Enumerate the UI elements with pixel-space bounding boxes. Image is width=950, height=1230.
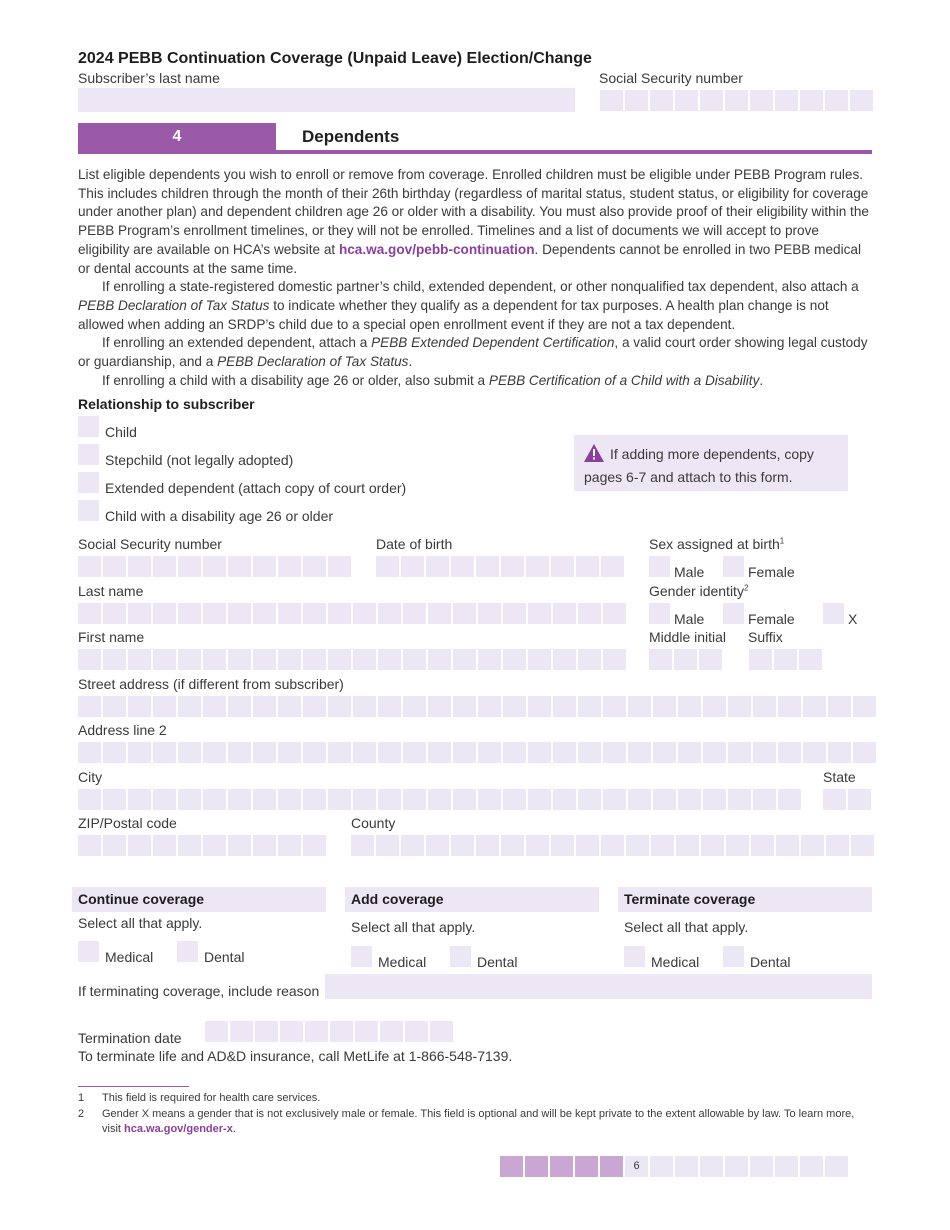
footnote-1-text: This field is required for health care services. [102,1092,321,1104]
intro-paragraph-3: If enrolling an extended dependent, attach a PEBB Extended Dependent Certification, a valid court order showing legal custody or guardianship, and a PEBB Declaration of Tax Status. [78,335,868,370]
dependent-ssn-label: Social Security number [78,536,222,552]
county-input[interactable] [351,835,874,856]
continue-dental-label: Dental [204,949,245,965]
sex-label: Sex assigned at birth$^1$ [649,536,785,552]
terminate-dental-label: Dental [750,954,791,970]
subscriber-ssn-label: Social Security number [599,70,743,86]
intro-paragraph-1: List eligible dependents you wish to enroll or remove from coverage. Enrolled children must be eligible under PEBB Program rules. This includes children through the month of their 26th birthday (regardless of marital status, student status, or eligibility for coverage under another plan) and dependent children age 26 or older with a disability. You must also provide proof of their eligibility within the PEBB Program’s enrollment timelines, or they will not be enrolled. Timelines and a list of documents we will accept to prove eligibility are available on HCA’s website at hca.wa.gov/pebb-continuation. Dependents cannot be enrolled in two PEBB medical or dental accounts at the same time. [78,167,869,276]
zip-input[interactable] [78,835,326,856]
continue-medical-label: Medical [105,949,154,965]
suffix-label: Suffix [748,629,783,645]
add-medical-label: Medical [378,954,427,970]
zip-label: ZIP/Postal code [78,815,177,831]
section-divider [78,150,872,154]
add-dental-label: Dental [477,954,518,970]
section-title: Dependents [302,127,400,146]
county-label: County [351,815,396,831]
sex-female-checkbox[interactable] [723,556,744,577]
footnote-1-number: 1 [78,1092,85,1104]
add-coverage-header: Add coverage [345,887,599,912]
gender-male-checkbox[interactable] [649,603,670,624]
add-select-all-label: Select all that apply. [351,919,476,935]
sex-female-label: Female [748,564,795,580]
continue-coverage-header: Continue coverage [72,887,326,912]
additional-dependents-note [574,435,848,491]
suffix-input[interactable] [749,649,822,670]
continue-dental-checkbox[interactable] [177,941,198,962]
last-name-input[interactable] [78,603,626,624]
termination-reason-input[interactable] [325,974,872,999]
relationship-option-label: Stepchild (not legally adopted) [105,452,294,468]
first-name-input[interactable] [78,649,626,670]
add-dental-checkbox[interactable] [450,946,471,967]
section-header [78,123,872,153]
subscriber-last-name-input[interactable] [78,88,575,112]
page-number: 6 [625,1156,648,1177]
street-address-label: Street address (if different from subscriber) [78,676,344,692]
gender-x-label: X [848,611,858,627]
intro-paragraph-2: If enrolling a state-registered domestic partner’s child, extended dependent, or other nonqualified tax dependent, also attach a PEBB Declaration of Tax Status to indicate whether they qualify as a dependent for tax purposes. A health plan change is not allowed when adding an SRDP’s child due to a special open enrollment event if they are not a tax dependent. [78,279,859,332]
relationship-option-label: Child with a disability age 26 or older [105,508,334,524]
terminate-dental-checkbox[interactable] [723,946,744,967]
add-medical-checkbox[interactable] [351,946,372,967]
termination-reason-label: If terminating coverage, include reason [78,983,320,999]
termination-date-label: Termination date [78,1030,182,1046]
state-input[interactable] [823,789,871,810]
subscriber-ssn-input[interactable] [600,90,873,111]
note-text: If adding more dependents, copy pages 6-7 and attach to this form. [584,446,814,485]
gender-x-checkbox[interactable] [823,603,844,624]
continue-select-all-label: Select all that apply. [78,915,203,931]
metlife-note: To terminate life and AD&D insurance, call MetLife at 1-866-548-7139. [78,1048,513,1064]
page-indicator [500,1156,848,1177]
dependent-ssn-input[interactable] [78,556,351,577]
gender-x-link[interactable]: hca.wa.gov/gender-x [124,1123,233,1135]
subscriber-last-name-label: Subscriber’s last name [78,70,220,86]
terminate-medical-checkbox[interactable] [624,946,645,967]
street-address-input[interactable] [78,696,876,717]
relationship-option-label: Child [105,424,137,440]
state-label: State [823,769,856,785]
relationship-child-checkbox[interactable] [78,416,99,437]
terminate-select-all-label: Select all that apply. [624,919,749,935]
intro-text [78,166,874,390]
pebb-continuation-link[interactable]: hca.wa.gov/pebb-continuation [338,241,535,257]
relationship-disability-checkbox[interactable] [78,500,99,521]
gender-female-checkbox[interactable] [723,603,744,624]
continue-medical-checkbox[interactable] [78,941,99,962]
terminate-medical-label: Medical [651,954,700,970]
middle-initial-input[interactable] [649,649,722,670]
form-title: 2024 PEBB Continuation Coverage (Unpaid Leave) Election/Change [78,50,592,67]
sex-male-label: Male [674,564,705,580]
dob-input[interactable] [376,556,624,577]
first-name-label: First name [78,629,145,645]
gender-female-label: Female [748,611,795,627]
sex-male-checkbox[interactable] [649,556,670,577]
relationship-extended-checkbox[interactable] [78,472,99,493]
address-line-2-input[interactable] [78,742,876,763]
gender-male-label: Male [674,611,705,627]
address-line-2-label: Address line 2 [78,722,167,738]
terminate-coverage-header: Terminate coverage [618,887,872,912]
middle-initial-label: Middle initial [649,629,727,645]
footnote-2-text: Gender X means a gender that is not exclusively male or female. This field is optional and will be kept private to the extent allowable by law. To learn more, visit hca.wa.gov/gender-x. [102,1108,855,1135]
footnote-divider [78,1086,189,1087]
city-input[interactable] [78,789,801,810]
dob-label: Date of birth [376,536,453,552]
warning-icon [584,444,604,467]
last-name-label: Last name [78,583,144,599]
footnote-2-number: 2 [78,1108,85,1120]
relationship-option-label: Extended dependent (attach copy of court order) [105,480,407,496]
section-number: 4 [78,123,276,151]
city-label: City [78,769,103,785]
termination-date-input[interactable] [205,1021,453,1042]
relationship-heading: Relationship to subscriber [78,396,255,412]
intro-paragraph-4: If enrolling a child with a disability age 26 or older, also submit a PEBB Certification of a Child with a Disability. [102,372,764,388]
relationship-stepchild-checkbox[interactable] [78,444,99,465]
gender-label: Gender identity$^2$ [649,583,749,599]
